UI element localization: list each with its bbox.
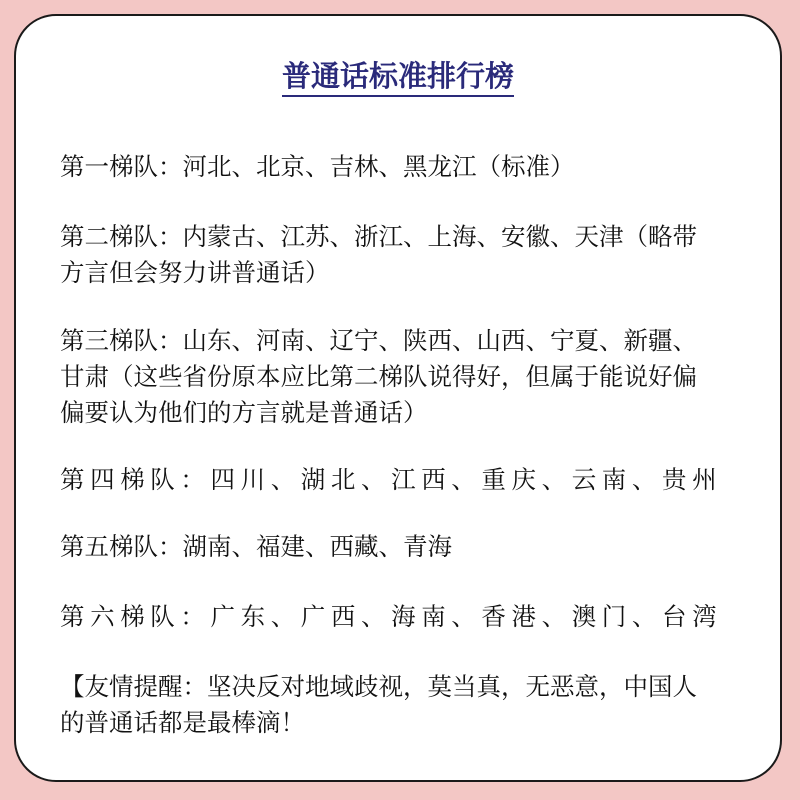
reminder-line-1: 【友情提醒：坚决反对地域歧视，莫当真，无恶意，中国人 xyxy=(60,672,697,701)
tier-5-line-1: 第五梯队：湖南、福建、西藏、青海 xyxy=(60,532,452,561)
tier-2-line-2: 方言但会努力讲普通话） xyxy=(60,258,330,287)
tier-2 xyxy=(60,219,760,291)
tier-1 xyxy=(60,149,760,185)
page-title xyxy=(16,56,780,96)
tier-3-line-3: 偏要认为他们的方言就是普通话） xyxy=(60,398,428,427)
content-card xyxy=(14,14,782,782)
reminder-line-2: 的普通话都是最棒滴！ xyxy=(60,708,305,737)
tier-6-line-1: 第六梯队：广东、广西、海南、香港、澳门、台湾 xyxy=(60,602,723,631)
tier-5 xyxy=(60,529,760,565)
tier-3 xyxy=(60,323,760,431)
tier-4-line-1: 第四梯队：四川、湖北、江西、重庆、云南、贵州 xyxy=(60,465,723,494)
tier-3-line-1: 第三梯队：山东、河南、辽宁、陕西、山西、宁夏、新疆、 xyxy=(60,326,697,355)
page-title-text: 普通话标准排行榜 xyxy=(282,59,514,97)
tier-1-line-1: 第一梯队：河北、北京、吉林、黑龙江（标准） xyxy=(60,152,575,181)
reminder xyxy=(60,669,760,741)
tier-2-line-1: 第二梯队：内蒙古、江苏、浙江、上海、安徽、天津（略带 xyxy=(60,222,697,251)
tier-6 xyxy=(60,599,760,635)
tier-4 xyxy=(60,462,760,498)
tier-3-line-2: 甘肃（这些省份原本应比第二梯队说得好，但属于能说好偏 xyxy=(60,362,697,391)
